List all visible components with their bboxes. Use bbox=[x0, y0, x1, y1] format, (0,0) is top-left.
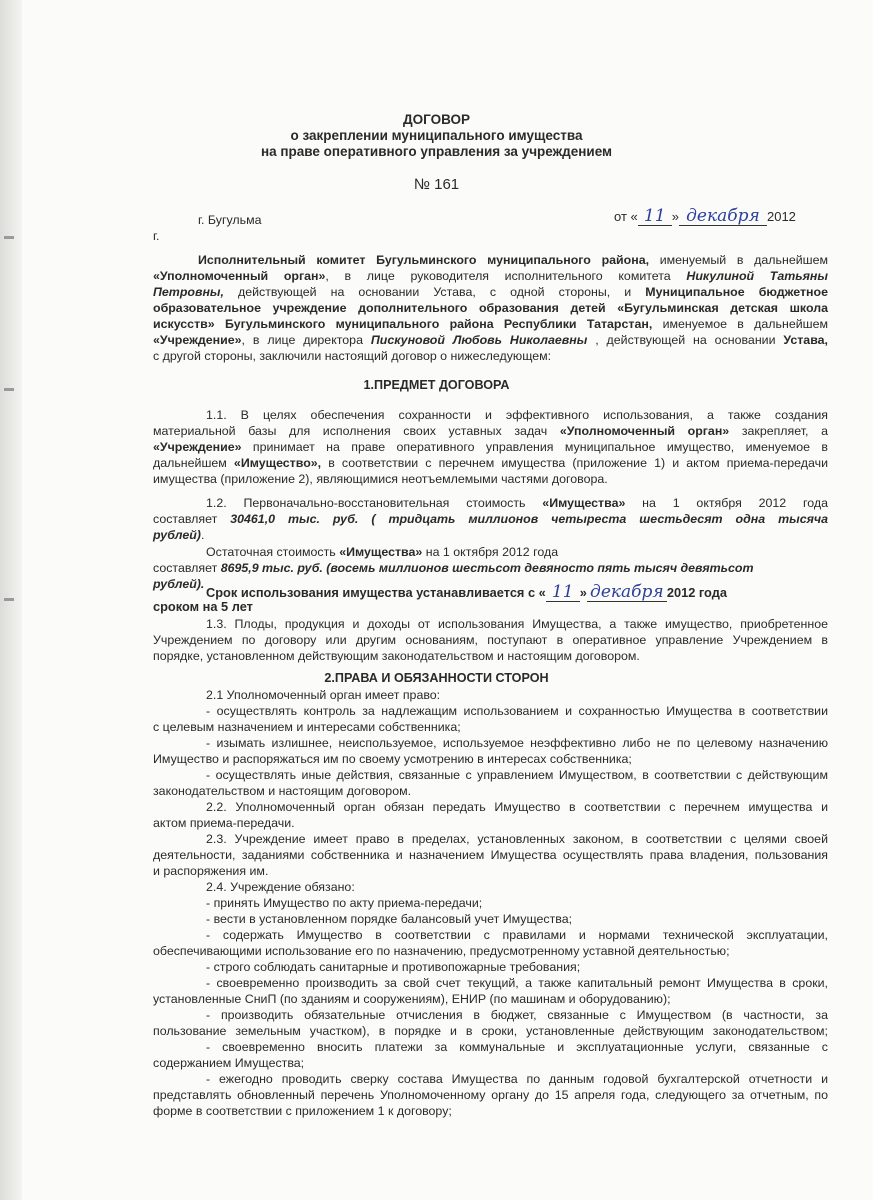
preamble-line: искусств» Бугульминского муниципального района Республики Татарстан, именуемое в дальнейшем bbox=[153, 317, 828, 331]
clause-line: законодательством и настоящим договором. bbox=[153, 784, 412, 798]
handwritten-day: 11 bbox=[551, 582, 574, 602]
handwritten-month: декабря bbox=[686, 206, 760, 226]
clause-line: составляет 30461,0 тыс. руб. ( тридцать миллионов четыреста шестьдесят одна тысяча bbox=[153, 512, 828, 526]
clause-line: имущества (приложение 2), являющимися неотъемлемыми частями договора. bbox=[153, 472, 608, 486]
preamble-line: образовательное учреждение дополнительного образования детей «Бугульминская детская школа bbox=[153, 301, 828, 315]
term-line: Срок использования имущества устанавливается с « 11 » декабря 2012 года bbox=[206, 582, 727, 602]
clause-line: актом приема-передачи. bbox=[153, 816, 295, 830]
clause-line: составляет 8695,9 тыс. руб. (восемь миллионов шестьсот девяносто пять тысяч девятьсот bbox=[153, 561, 754, 575]
clause-line: дальнейшем «Имущество», в соответствии с перечнем имущества (приложение 1) и актом приема-передачи bbox=[153, 456, 828, 470]
clause-line: 2.4. Учреждение обязано: bbox=[206, 880, 355, 894]
clause-line: порядке, установленном действующим законодательством и настоящим договором. bbox=[153, 649, 640, 663]
clause-line: - осуществлять иные действия, связанные с управлением Имуществом, в соответствии с действующим bbox=[206, 768, 828, 782]
preamble-line: Исполнительный комитет Бугульминского муниципального района, именуемый в дальнейшем bbox=[198, 253, 828, 267]
clause-line: - производить обязательные отчисления в бюджет, связанные с Имуществом (в частности, за bbox=[206, 1008, 828, 1022]
preamble-line: с другой стороны, заключили настоящий договор о нижеследующем: bbox=[153, 349, 552, 363]
clause-line: «Учреждение» принимает на праве оперативного управления муниципальное имущество, именуемое в bbox=[153, 440, 828, 454]
scan-mark bbox=[4, 236, 14, 239]
preamble-line: «Уполномоченный орган», в лице руководителя исполнительного комитета Никулиной Татьяны bbox=[153, 269, 828, 283]
clause-line: форме в соответствии с приложением 1 к договору; bbox=[153, 1104, 452, 1118]
clause-line: - вести в установленном порядке балансовый учет Имущества; bbox=[206, 912, 573, 926]
clause-line: Имущество и распоряжаться им по своему усмотрению в интересах собственника; bbox=[153, 752, 632, 766]
clause-line: 1.3. Плоды, продукция и доходы от использования Имущества, а также имущество, приобретенное bbox=[206, 617, 828, 631]
clause-line: пользование земельным участком), в порядке и в сроки, установленные действующим законодательством; bbox=[153, 1024, 828, 1038]
clause-line: 1.2. Первоначально-восстановительная стоимость «Имущества» на 1 октября 2012 года bbox=[206, 496, 828, 510]
document-subtitle: на праве оперативного управления за учреждением bbox=[260, 144, 613, 159]
preamble-line: Петровны, действующей на основании Устава, с одной стороны, и Муниципальное бюджетное bbox=[153, 285, 828, 299]
city: г. Бугульма bbox=[198, 213, 262, 227]
clause-line: 1.1. В целях обеспечения сохранности и эффективного использования, а также создания bbox=[206, 408, 828, 422]
clause-line: рублей). bbox=[153, 577, 205, 591]
clause-line: - своевременно производить за свой счет текущий, а также капитальный ремонт Имущества в сроки, bbox=[206, 976, 828, 990]
clause-line: - строго соблюдать санитарные и противопожарные требования; bbox=[206, 960, 581, 974]
document-subtitle: о закреплении муниципального имущества bbox=[290, 128, 583, 143]
clause-line: материальной базы для исполнения своих уставных задач «Уполномоченный орган» закрепляет, а bbox=[153, 424, 828, 438]
clause-line: - ежегодно проводить сверку состава Имущества по данным годовой бухгалтерской отчетности и bbox=[206, 1072, 828, 1086]
preamble-line: «Учреждение», в лице директора Пискуновой Любовь Николаевны , действующей на основании Устава, bbox=[153, 333, 828, 347]
clause-line: и распоряжения им. bbox=[153, 864, 269, 878]
clause-line: - содержать Имущество в соответствии с правилами и нормами технической эксплуатации, bbox=[206, 928, 828, 942]
contract-date: от « 11 » декабря 2012 bbox=[614, 206, 796, 226]
clause-line: 2.1 Уполномоченный орган имеет право: bbox=[206, 688, 441, 702]
clause-line: - изымать излишнее, неиспользуемое, используемое неэффективно либо не по целевому назначению bbox=[206, 736, 828, 750]
contract-number: № 161 bbox=[413, 176, 460, 193]
clause-line: деятельности, заданиями собственника и назначением Имущества осуществлять права владения, пользования bbox=[153, 848, 828, 862]
section-heading: 2.ПРАВА И ОБЯЗАННОСТИ СТОРОН bbox=[324, 671, 549, 685]
clause-line: рублей). bbox=[153, 528, 205, 542]
clause-line: Остаточная стоимость «Имущества» на 1 октября 2012 года bbox=[206, 545, 559, 559]
section-heading: 1.ПРЕДМЕТ ДОГОВОРА bbox=[363, 378, 510, 392]
handwritten-month: декабря bbox=[590, 582, 664, 602]
scan-mark bbox=[4, 598, 14, 601]
term-line: сроком на 5 лет bbox=[153, 599, 253, 614]
clause-line: 2.2. Уполномоченный орган обязан передать Имущество в соответствии с перечнем имущества и bbox=[206, 800, 828, 814]
clause-line: представлять обновленный перечень Уполномоченному органу до 15 апреля года, следующего за отчетным, по bbox=[153, 1088, 828, 1102]
clause-line: установленные СниП (по зданиям и сооружениям), ЕНИР (по машинам и оборудованию); bbox=[153, 992, 671, 1006]
clause-line: обеспечивающими использование его по назначению, предусмотренному уставной деятельностью; bbox=[153, 944, 730, 958]
handwritten-day: 11 bbox=[643, 206, 666, 226]
clause-line: Учреждением по договору или другим основаниям, поступают в оперативное управление Учреждением в bbox=[153, 633, 828, 647]
clause-line: - принять Имущество по акту приема-передачи; bbox=[206, 896, 483, 910]
clause-line: содержанием Имущества; bbox=[153, 1056, 305, 1070]
clause-line: - своевременно вносить платежи за коммунальные и эксплуатационные услуги, связанные с bbox=[206, 1040, 828, 1054]
clause-line: - осуществлять контроль за надлежащим использованием и сохранностью Имущества в соответствии bbox=[206, 704, 828, 718]
year-suffix: г. bbox=[153, 229, 160, 243]
clause-line: 2.3. Учреждение имеет право в пределах, установленных законом, в соответствии с целями своей bbox=[206, 832, 828, 846]
clause-line: с целевым назначением и интересами собственника; bbox=[153, 720, 461, 734]
document-title: ДОГОВОР bbox=[402, 112, 470, 127]
